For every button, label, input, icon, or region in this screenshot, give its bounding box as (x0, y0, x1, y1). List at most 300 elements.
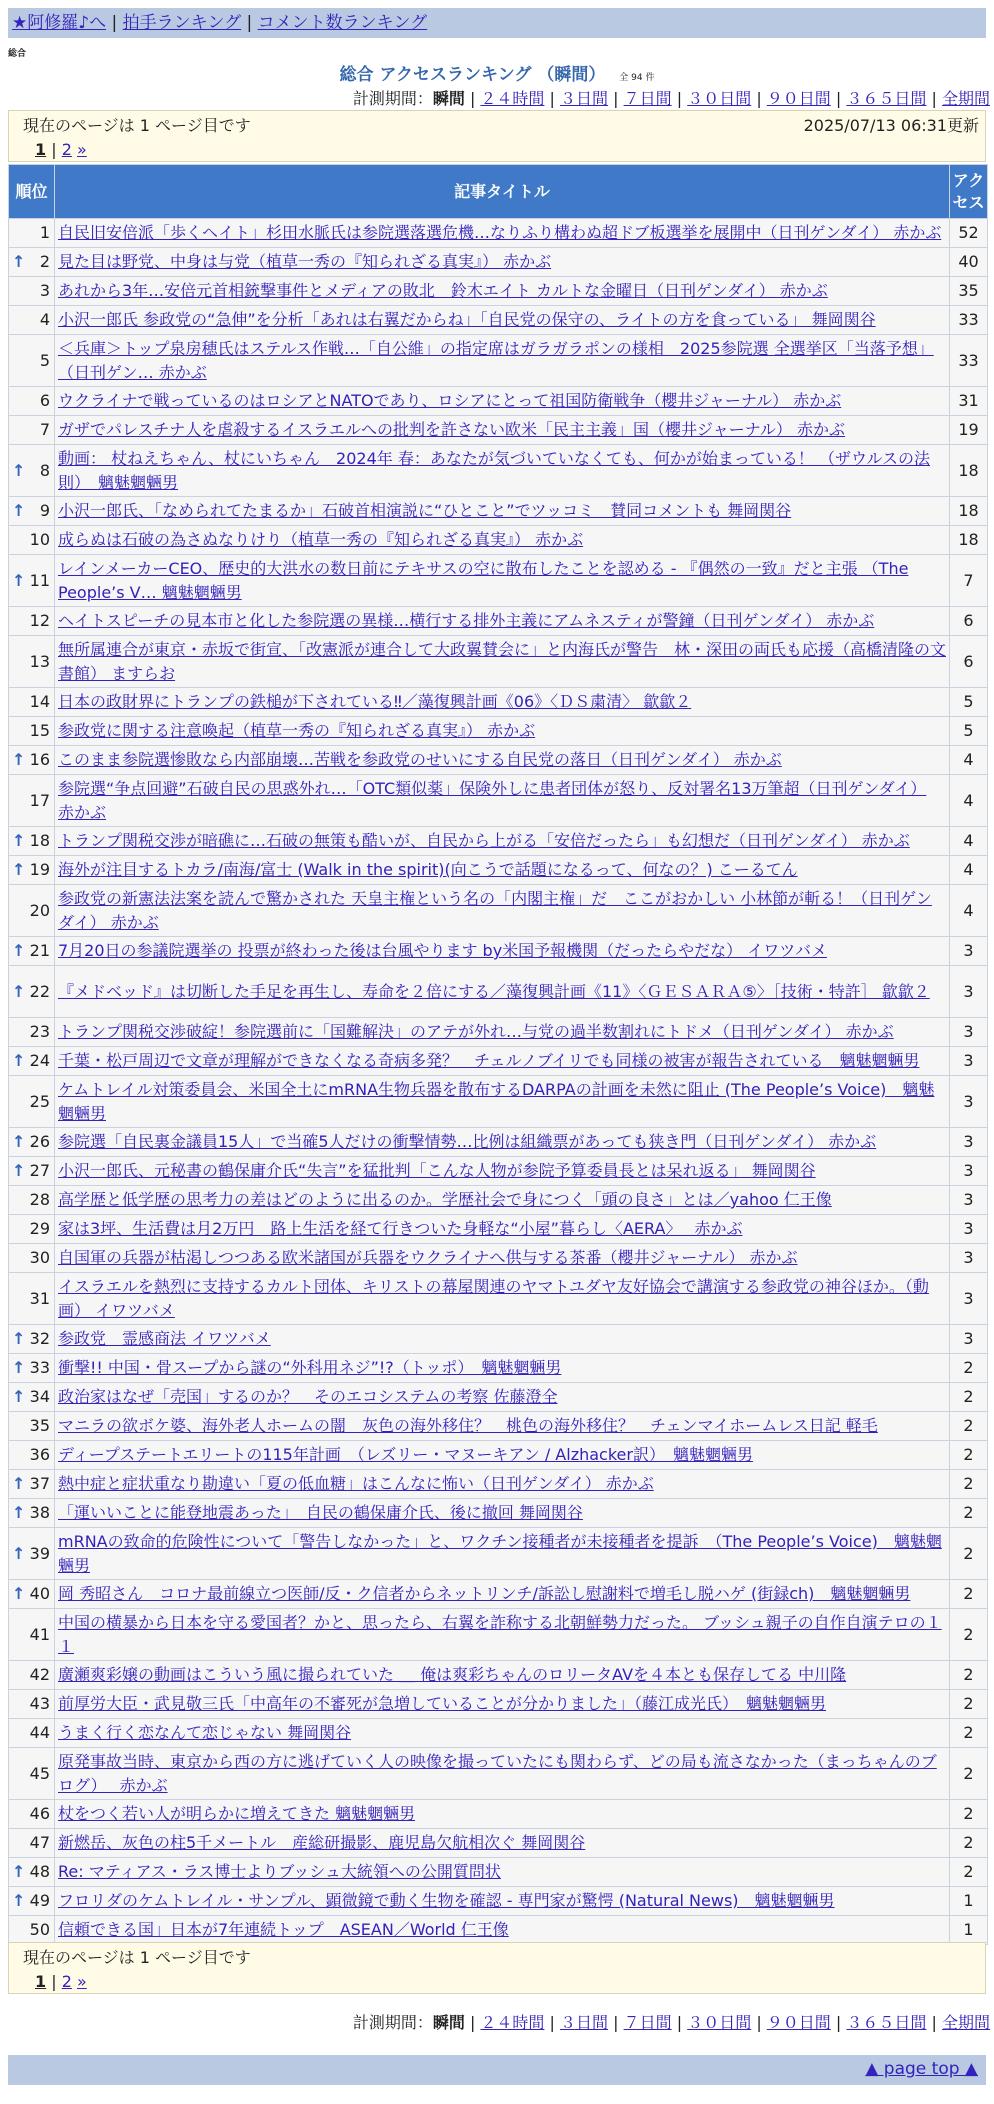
table-row (9, 1800, 988, 1829)
up-arrow-icon: ↑ (12, 750, 26, 769)
table-row (9, 1244, 988, 1273)
access-count: 2 (950, 1354, 988, 1383)
rank-cell (9, 1528, 55, 1580)
title-cell (55, 219, 950, 248)
article-link[interactable]: レインメーカーCEO、歴史的大洪水の数日前にテキサスの空に散布したことを認める - 『偶然の一致』だと主張 （The People’s V… 魑魅魍魎男 (58, 558, 909, 602)
article-link[interactable]: マニラの欲ボケ婆、海外老人ホームの闇 灰色の海外移住？ 桃色の海外移住？ チェンマイホームレス日記 軽毛 (58, 1416, 878, 1435)
article-link[interactable]: 「運いいことに能登地震あった」 自民の鶴保庸介氏、後に撤回 舞岡関谷 (58, 1503, 583, 1522)
rank-cell (9, 1916, 55, 1945)
page-current: 1 (35, 1972, 47, 1991)
title-cell (55, 1661, 950, 1690)
access-count: 3 (950, 1047, 988, 1076)
up-arrow-icon: ↑ (12, 1474, 26, 1493)
access-count: 3 (950, 1157, 988, 1186)
comment-ranking-link[interactable]: コメント数ランキング (257, 13, 428, 33)
title-cell (55, 1018, 950, 1047)
access-count: 3 (950, 1244, 988, 1273)
rank-cell (9, 1047, 55, 1076)
period-0: 瞬間 (432, 89, 465, 108)
title-cell (55, 746, 950, 775)
access-count: 3 (950, 1273, 988, 1325)
period-label: 計測期間： (352, 2013, 433, 2032)
article-link[interactable]: うまく行く恋なんて恋じゃない 舞岡関谷 (58, 1723, 352, 1742)
title-cell (55, 306, 950, 335)
up-arrow-icon: ↑ (12, 252, 26, 271)
up-arrow-icon: ↑ (12, 941, 26, 960)
article-link[interactable]: 前厚労大臣・武見敬三氏「中高年の不審死が急増していることが分かりました」（藤江成光氏） 魑魅魍魎男 (58, 1694, 827, 1713)
period-separator: | (756, 2013, 762, 2032)
period-separator: | (613, 2013, 619, 2032)
title-cell (55, 688, 950, 717)
rank-number: 27 (29, 1161, 50, 1180)
table-row (9, 335, 988, 387)
access-count: 18 (950, 526, 988, 555)
title-cell (55, 636, 950, 688)
article-link[interactable]: ＜兵庫＞トップ泉房穂氏はステルス作戦…「自公維」の指定席はガラガラポンの様相 2025参院選 全選挙区「当落予想」（日刊ゲン… 赤かぶ (58, 338, 934, 382)
article-link[interactable]: 高学歴と低学歴の思考力の差はどのように出るのか。学歴社会で身につく「頭の良さ」とは／yahoo 仁王像 (58, 1190, 832, 1209)
access-count: 3 (950, 937, 988, 966)
table-row (9, 1887, 988, 1916)
article-link[interactable]: あれから3年…安倍元首相銃撃事件とメディアの敗北 鈴木エイト カルトな金曜日（日刊ゲンダイ） 赤かぶ (58, 281, 828, 300)
article-link[interactable]: 7月20日の参議院選挙の 投票が終わった後は台風やります by米国予報機関（だったらやだな） イワツバメ (58, 941, 827, 960)
header-rank: 順位 (9, 165, 55, 219)
rank-number: 4 (39, 310, 50, 329)
rank-cell (9, 1186, 55, 1215)
table-row (9, 445, 988, 497)
title-cell (55, 1076, 950, 1128)
title-cell (55, 248, 950, 277)
title-cell (55, 717, 950, 746)
table-row (9, 1273, 988, 1325)
page-separator: | (51, 140, 57, 159)
up-arrow-icon: ↑ (12, 460, 26, 480)
period-3[interactable]: ７日間 (623, 89, 672, 108)
article-link[interactable]: このまま参院選惨敗なら内部崩壊…苦戦を参政党のせいにする自民党の落日（日刊ゲンダイ） 赤かぶ (58, 750, 782, 769)
access-count: 3 (950, 1215, 988, 1244)
rank-number: 48 (29, 1862, 50, 1881)
title-cell (55, 856, 950, 885)
period-selector (353, 86, 990, 109)
rank-cell (9, 526, 55, 555)
rank-cell (9, 607, 55, 636)
rank-cell (9, 717, 55, 746)
table-row (9, 1383, 988, 1412)
clap-ranking-link[interactable]: 拍手ランキング (122, 13, 242, 33)
title-cell (55, 1186, 950, 1215)
table-row (9, 636, 988, 688)
title-cell (55, 526, 950, 555)
rank-number: 14 (29, 692, 50, 711)
rank-number: 11 (29, 570, 50, 590)
rank-cell (9, 937, 55, 966)
title-cell (55, 416, 950, 445)
access-count: 2 (950, 1470, 988, 1499)
rank-number: 39 (29, 1543, 50, 1563)
rank-number: 26 (29, 1132, 50, 1151)
up-arrow-icon: ↑ (12, 1543, 26, 1563)
title-cell (55, 1215, 950, 1244)
article-link[interactable]: 見た目は野党、中身は与党（植草一秀の『知られざる真実』） 赤かぶ (58, 252, 552, 271)
title-cell (55, 277, 950, 306)
rank-number: 38 (29, 1503, 50, 1522)
nav-separator: | (246, 13, 253, 33)
period-7[interactable]: 全期間 (941, 2013, 990, 2032)
up-arrow-icon: ↑ (12, 981, 26, 1001)
article-link[interactable]: 新燃岳、灰色の柱5千メートル 産総研撮影、鹿児島欠航相次ぐ 舞岡関谷 (58, 1833, 586, 1852)
header-access: アクセス (950, 165, 988, 219)
title-cell (55, 1470, 950, 1499)
pagination (35, 140, 971, 159)
period-4[interactable]: ３０日間 (687, 2013, 752, 2032)
period-6[interactable]: ３６５日間 (846, 2013, 927, 2032)
period-selector-bottom (353, 2010, 990, 2033)
rank-cell (9, 555, 55, 607)
rank-number: 43 (29, 1694, 50, 1713)
table-row (9, 1916, 988, 1945)
title-cell (55, 335, 950, 387)
access-count: 4 (950, 827, 988, 856)
access-count: 2 (950, 1748, 988, 1800)
title-cell (55, 1748, 950, 1800)
rank-number: 8 (39, 460, 50, 480)
access-count: 1 (950, 1916, 988, 1945)
up-arrow-icon: ↑ (12, 1161, 26, 1180)
up-arrow-icon: ↑ (12, 1891, 26, 1910)
title-cell (55, 1325, 950, 1354)
rank-cell (9, 248, 55, 277)
table-row (9, 248, 988, 277)
article-link[interactable]: Re: マティアス・ラス博士よりブッシュ大統領への公開質問状 (58, 1862, 501, 1881)
rank-cell (9, 1748, 55, 1800)
up-arrow-icon: ↑ (12, 1387, 26, 1406)
access-count: 2 (950, 1661, 988, 1690)
table-row (9, 497, 988, 526)
article-link[interactable]: 無所属連合が東京・赤坂で街宣、「改憲派が連合して大政翼賛会に」と内海氏が警告 林・深田の両氏も応援（高橋清隆の文書館） ますらお (58, 639, 947, 683)
access-count: 4 (950, 856, 988, 885)
period-1[interactable]: ２４時間 (480, 2013, 545, 2032)
article-link[interactable]: 参政党の新憲法法案を読んで驚かされた 天皇主権という名の「内閣主権」だ ここがおかしい 小林節が斬る！（日刊ゲンダイ） 赤かぶ (58, 888, 932, 932)
article-link[interactable]: 小沢一郎氏、「なめられてたまるか」石破首相演説に“ひとこと”でツッコミ 賛同コメントも 舞岡関谷 (58, 501, 792, 520)
rank-number: 41 (29, 1624, 50, 1644)
rank-cell (9, 219, 55, 248)
rank-number: 1 (39, 223, 50, 242)
table-row (9, 1528, 988, 1580)
period-separator: | (931, 2013, 937, 2032)
rank-number: 23 (29, 1022, 50, 1041)
rank-number: 50 (29, 1920, 50, 1939)
page-top-link[interactable]: ▲ page top ▲ (865, 2059, 978, 2079)
article-link[interactable]: 参院選「自民裏金議員15人」で当確5人だけの衝撃情勢…比例は組織票があっても狭き門（日刊ゲンダイ） 赤かぶ (58, 1132, 877, 1151)
article-link[interactable]: 海外が注目するトカラ/南海/富士 (Walk in the spirit)(向こうで話題になるって、何なの？) こーるてん (58, 860, 798, 879)
rank-number: 34 (29, 1387, 50, 1406)
article-link[interactable]: ディープステートエリートの115年計画 （レズリー・マヌーキアン / Alzhacker訳） 魑魅魍魎男 (58, 1445, 753, 1464)
up-arrow-icon: ↑ (12, 570, 26, 590)
table-row (9, 775, 988, 827)
table-row (9, 1580, 988, 1609)
period-separator: | (469, 2013, 476, 2032)
article-link[interactable]: 動画： 杖ねえちゃん、杖にいちゃん 2024年 春：あなたが気づいていなくても、何かが始まっている！ （ザウルスの法則） 魑魅魍魎男 (58, 448, 930, 492)
title-cell (55, 1128, 950, 1157)
title-cell (55, 1829, 950, 1858)
rank-number: 32 (29, 1329, 50, 1348)
article-link[interactable]: ウクライナで戦っているのはロシアとNATOであり、ロシアにとって祖国防衛戦争（櫻井ジャーナル） 赤かぶ (58, 391, 842, 410)
page-2-link[interactable]: 2 (61, 1972, 72, 1991)
rank-cell (9, 1215, 55, 1244)
table-row (9, 1076, 988, 1128)
table-row (9, 555, 988, 607)
access-count: 3 (950, 1128, 988, 1157)
period-4[interactable]: ３０日間 (687, 89, 752, 108)
next-page-link[interactable]: » (77, 1972, 87, 1991)
title-cell (55, 1887, 950, 1916)
rank-cell (9, 387, 55, 416)
title-cell (55, 1580, 950, 1609)
access-count: 33 (950, 335, 988, 387)
article-link[interactable]: 原発事故当時、東京から西の方に逃げていく人の映像を撮っていたにも関わらず、どの局も流さなかった（まっちゃんのブログ） 赤かぶ (58, 1751, 937, 1795)
section-label: 総合 (8, 49, 27, 59)
article-link[interactable]: ケムトレイル対策委員会、米国全土にmRNA生物兵器を散布するDARPAの計画を未然に阻止 (The People’s Voice) 魑魅魍魎男 (58, 1079, 935, 1123)
up-arrow-icon: ↑ (12, 1051, 26, 1070)
rank-cell (9, 746, 55, 775)
period-separator: | (835, 89, 842, 108)
title-cell (55, 827, 950, 856)
article-link[interactable]: トランプ関税交渉が暗礁に…石破の無策も酷いが、自民から上がる「安倍だったら」も幻想だ（日刊ゲンダイ） 赤かぶ (58, 831, 910, 850)
title-cell (55, 1354, 950, 1383)
rank-cell (9, 827, 55, 856)
period-separator: | (549, 89, 555, 108)
period-separator: | (469, 89, 476, 108)
title-cell (55, 775, 950, 827)
rank-cell (9, 1157, 55, 1186)
title-cell (55, 1157, 950, 1186)
period-separator: | (676, 89, 683, 108)
rank-cell (9, 1412, 55, 1441)
rank-cell (9, 636, 55, 688)
rank-cell (9, 497, 55, 526)
title-cell (55, 1719, 950, 1748)
article-link[interactable]: 参政党に関する注意喚起（植草一秀の『知られざる真実』） 赤かぶ (58, 721, 536, 740)
rank-number: 6 (39, 391, 50, 410)
access-count: 2 (950, 1829, 988, 1858)
rank-cell (9, 416, 55, 445)
table-row (9, 856, 988, 885)
rank-number: 46 (29, 1804, 50, 1823)
period-separator: | (756, 89, 762, 108)
rank-cell (9, 1244, 55, 1273)
article-link[interactable]: 自国軍の兵器が枯渇しつつある欧米諸国が兵器をウクライナへ供与する茶番（櫻井ジャーナル） 赤かぶ (58, 1248, 798, 1267)
article-link[interactable]: 小沢一郎氏、元秘書の鶴保庸介氏“失言”を猛批判「こんな人物が参院予算委員長とは呆れ返る」 舞岡関谷 (58, 1161, 816, 1180)
table-row (9, 1748, 988, 1800)
period-3[interactable]: ７日間 (623, 2013, 672, 2032)
total-count: 全 94 件 (619, 73, 655, 83)
access-count: 2 (950, 1412, 988, 1441)
table-row (9, 746, 988, 775)
access-count: 2 (950, 1609, 988, 1661)
title-cell (55, 1690, 950, 1719)
home-link[interactable]: ★阿修羅♪へ (12, 13, 107, 33)
rank-number: 30 (29, 1248, 50, 1267)
up-arrow-icon: ↑ (12, 1862, 26, 1881)
article-link[interactable]: 廣瀬爽彩嬢の動画はこういう風に撮られていた ＿ 俺は爽彩ちゃんのロリータAVを４本とも保存してる 中川隆 (58, 1665, 847, 1684)
title-cell (55, 1441, 950, 1470)
article-link[interactable]: 日本の政財界にトランプの鉄槌が下されている‼／藻復興計画《06》〈ＤＳ粛清〉 歙歙２ (58, 692, 692, 711)
rank-number: 40 (29, 1584, 50, 1603)
access-count: 19 (950, 416, 988, 445)
up-arrow-icon: ↑ (12, 1503, 26, 1522)
table-row (9, 1047, 988, 1076)
title-cell (55, 885, 950, 937)
period-label: 計測期間： (352, 89, 433, 108)
access-count: 6 (950, 636, 988, 688)
title-cell (55, 1528, 950, 1580)
title-cell (55, 1800, 950, 1829)
up-arrow-icon: ↑ (12, 1329, 26, 1348)
rank-cell (9, 1325, 55, 1354)
page-2-link[interactable]: 2 (61, 140, 72, 159)
rank-cell (9, 1858, 55, 1887)
title-cell (55, 1499, 950, 1528)
access-count: 5 (950, 688, 988, 717)
period-7[interactable]: 全期間 (941, 89, 990, 108)
table-row (9, 1157, 988, 1186)
access-count: 18 (950, 497, 988, 526)
rank-number: 5 (39, 350, 50, 370)
rank-number: 36 (29, 1445, 50, 1464)
table-row (9, 717, 988, 746)
table-row (9, 1128, 988, 1157)
period-2[interactable]: ３日間 (560, 2013, 609, 2032)
rank-cell (9, 1719, 55, 1748)
rank-number: 15 (29, 721, 50, 740)
table-row (9, 1609, 988, 1661)
period-5[interactable]: ９０日間 (766, 89, 831, 108)
article-link[interactable]: 成らぬは石破の為さぬなりけり（植草一秀の『知られざる真実』） 赤かぶ (58, 530, 584, 549)
table-row (9, 966, 988, 1018)
rank-number: 13 (29, 651, 50, 671)
rank-number: 12 (29, 611, 50, 630)
period-separator: | (676, 2013, 683, 2032)
access-count: 6 (950, 607, 988, 636)
access-count: 52 (950, 219, 988, 248)
rank-cell (9, 1609, 55, 1661)
rank-cell (9, 1887, 55, 1916)
access-count: 3 (950, 1076, 988, 1128)
article-link[interactable]: トランプ関税交渉破綻！参院選前に「国難解決」のアテが外れ…与党の過半数割れにトドメ（日刊ゲンダイ） 赤かぶ (58, 1022, 894, 1041)
access-count: 2 (950, 1800, 988, 1829)
article-link[interactable]: 中国の横暴から日本を守る愛国者？かと、思ったら、右翼を詐称する北朝鮮勢力だった。 ブッシュ親子の自作自演テロの１１ (58, 1612, 942, 1656)
access-count: 3 (950, 1018, 988, 1047)
rank-number: 47 (29, 1833, 50, 1852)
article-link[interactable]: イスラエルを熱烈に支持するカルト団体、キリストの幕屋関連のヤマトユダヤ友好協会で講演する参政党の神谷ほか。（動画） イワツバメ (58, 1276, 929, 1320)
table-row (9, 1499, 988, 1528)
rank-number: 17 (29, 790, 50, 810)
article-link[interactable]: ガザでパレスチナ人を虐殺するイスラエルへの批判を許さない欧米「民主主義」国（櫻井ジャーナル） 赤かぶ (58, 420, 846, 439)
rank-number: 2 (39, 252, 50, 271)
rank-cell (9, 1580, 55, 1609)
up-arrow-icon: ↑ (12, 1132, 26, 1151)
title-cell (55, 937, 950, 966)
bottom-bar (8, 2055, 986, 2085)
next-page-link[interactable]: » (77, 140, 87, 159)
access-count: 33 (950, 306, 988, 335)
rank-cell (9, 1383, 55, 1412)
article-link[interactable]: 『メドベッド』は切断した手足を再生し、寿命を２倍にする／藻復興計画《11》〈ＧＥＳＡＲＡ⑤〉［技術・特許］ 歙歙２ (58, 981, 930, 1001)
article-link[interactable]: 杖をつく若い人が明らかに増えてきた 魑魅魍魎男 (58, 1804, 416, 1823)
rank-cell (9, 1076, 55, 1128)
access-count: 7 (950, 555, 988, 607)
article-link[interactable]: 参政党 霊感商法 イワツバメ (58, 1329, 271, 1348)
article-link[interactable]: 家は3坪、生活費は月2万円 路上生活を経て行きついた身軽な“小屋”暮らし〈AERA〉 赤かぶ (58, 1219, 743, 1238)
title-cell (55, 1047, 950, 1076)
article-link[interactable]: フロリダのケムトレイル・サンプル、顕微鏡で動く生物を確認 - 専門家が驚愕 (Natural News) 魑魅魍魎男 (58, 1891, 835, 1910)
article-link[interactable]: 千葉・松戸周辺で文章が理解ができなくなる奇病多発？ チェルノブイリでも同様の被害が報告されている 魑魅魍魎男 (58, 1051, 920, 1070)
period-separator: | (613, 89, 619, 108)
article-link[interactable]: 衝撃!! 中国・骨スープから謎の“外科用ネジ”!?（トッポ） 魑魅魍魎男 (58, 1358, 562, 1377)
access-count: 3 (950, 1325, 988, 1354)
period-1[interactable]: ２４時間 (480, 89, 545, 108)
table-row (9, 277, 988, 306)
period-2[interactable]: ３日間 (560, 89, 609, 108)
article-link[interactable]: 政治家はなぜ「売国」するのか？ そのエコシステムの考察 佐藤澄全 (58, 1387, 558, 1406)
pagination (35, 1972, 971, 1991)
article-link[interactable]: 信頼できる国」日本が7年連続トップ ASEAN／World 仁王像 (58, 1920, 509, 1939)
period-6[interactable]: ３６５日間 (846, 89, 927, 108)
rank-number: 10 (29, 530, 50, 549)
title-cell (55, 1383, 950, 1412)
period-separator: | (931, 89, 937, 108)
page-separator: | (51, 1972, 57, 1991)
title-cell (55, 1412, 950, 1441)
rank-number: 33 (29, 1358, 50, 1377)
table-row (9, 526, 988, 555)
period-5[interactable]: ９０日間 (766, 2013, 831, 2032)
access-count: 4 (950, 885, 988, 937)
rank-cell (9, 1661, 55, 1690)
rank-number: 29 (29, 1219, 50, 1238)
rank-cell (9, 1354, 55, 1383)
rank-number: 18 (29, 831, 50, 850)
rank-cell (9, 966, 55, 1018)
title-cell (55, 1273, 950, 1325)
access-count: 2 (950, 1383, 988, 1412)
rank-cell (9, 775, 55, 827)
table-row (9, 1829, 988, 1858)
up-arrow-icon: ↑ (12, 860, 26, 879)
rank-cell (9, 277, 55, 306)
table-row (9, 1661, 988, 1690)
rank-cell (9, 1499, 55, 1528)
article-link[interactable]: 自民旧安倍派「歩くヘイト」杉田水脈氏は参院選落選危機…なりふり構わぬ超ドブ板選挙を展開中（日刊ゲンダイ） 赤かぶ (58, 223, 942, 242)
article-link[interactable]: ヘイトスピーチの見本市と化した参院選の異様…横行する排外主義にアムネスティが警鐘（日刊ゲンダイ） 赤かぶ (58, 611, 875, 630)
rank-number: 31 (29, 1288, 50, 1308)
up-arrow-icon: ↑ (12, 1584, 26, 1603)
page-title (0, 60, 994, 85)
article-link[interactable]: 小沢一郎氏 参政党の“急伸”を分析「あれは右翼だからね」「自民党の保守の、ライトの方を食っている」 舞岡関谷 (58, 310, 876, 329)
table-row (9, 1690, 988, 1719)
top-nav-bar (8, 8, 986, 38)
access-count: 4 (950, 775, 988, 827)
article-link[interactable]: 参院選“争点回避”石破自民の思惑外れ…「OTC類似薬」保険外しに患者団体が怒り、反対署名13万筆超（日刊ゲンダイ） 赤かぶ (58, 778, 927, 822)
page-info-box-bottom (8, 1942, 986, 1994)
article-link[interactable]: mRNAの致命的危険性について「警告しなかった」と、ワクチン接種者が未接種者を提訴 （The People’s Voice) 魑魅魍魎男 (58, 1531, 942, 1575)
article-link[interactable]: 岡 秀昭さん コロナ最前線立つ医師/反・ク信者からネットリンチ/訴訟し慰謝料で増毛し脱ハゲ (街録ch) 魑魅魍魎男 (58, 1584, 911, 1603)
access-count: 2 (950, 1580, 988, 1609)
rank-cell (9, 445, 55, 497)
rank-cell (9, 335, 55, 387)
rank-cell (9, 688, 55, 717)
article-link[interactable]: 熱中症と症状重なり勘違い「夏の低血糖」はこんなに怖い（日刊ゲンダイ） 赤かぶ (58, 1474, 654, 1493)
rank-cell (9, 1018, 55, 1047)
